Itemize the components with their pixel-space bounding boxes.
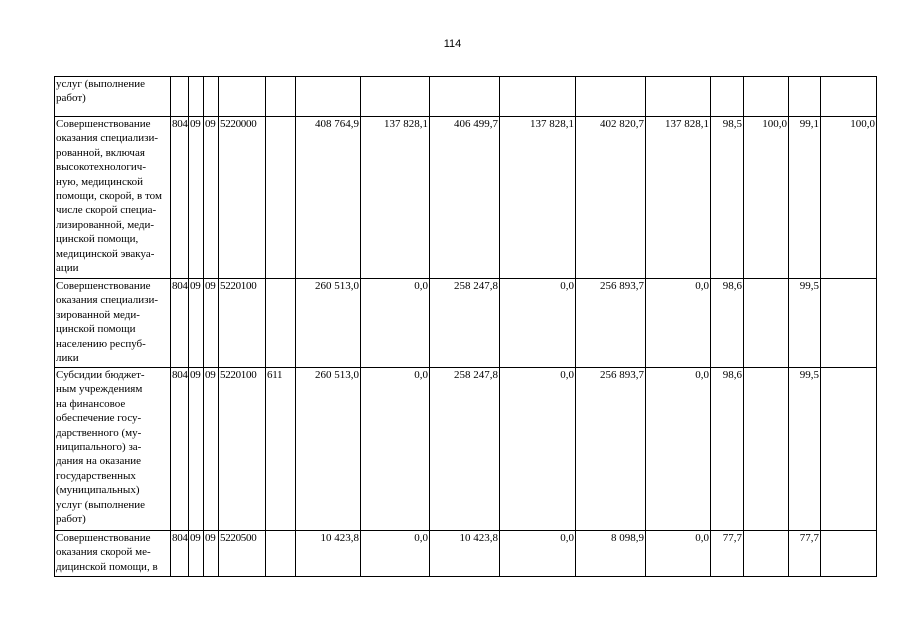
percent-cell: 98,6 xyxy=(711,368,744,531)
item-name-line: дания на оказание xyxy=(56,455,142,468)
subsection-code-cell: 09 xyxy=(204,279,219,368)
item-name-line: оказания специализи- xyxy=(56,294,159,307)
value-cell: 137 828,1 xyxy=(361,117,430,279)
percent-cell: 99,1 xyxy=(789,117,821,279)
value-cell xyxy=(500,77,576,117)
section-code-cell: 09 xyxy=(189,117,204,279)
item-name-cell xyxy=(55,77,171,117)
percent-cell xyxy=(821,368,877,531)
item-name-line: (муниципальных) xyxy=(56,484,140,497)
value-cell xyxy=(576,77,646,117)
item-name-line: услуг (выполнение xyxy=(56,78,146,90)
value-cell: 137 828,1 xyxy=(500,117,576,279)
item-name-line: ниципального) за- xyxy=(56,441,142,454)
item-name-line: оказания скорой ме- xyxy=(56,546,151,559)
item-name-line: высокотехнологич- xyxy=(56,161,146,174)
vedomstvo-code-cell: 804 xyxy=(171,531,189,577)
value-cell: 137 828,1 xyxy=(646,117,711,279)
percent-cell xyxy=(744,77,789,117)
value-cell: 408 764,9 xyxy=(296,117,361,279)
value-cell: 0,0 xyxy=(361,531,430,577)
section-code-cell: 09 xyxy=(189,531,204,577)
value-cell: 0,0 xyxy=(500,531,576,577)
item-name-line: цинской помощи, xyxy=(56,233,139,246)
value-cell: 258 247,8 xyxy=(430,368,500,531)
table-row xyxy=(55,531,877,577)
item-name-line: работ) xyxy=(56,92,86,105)
percent-cell: 100,0 xyxy=(744,117,789,279)
value-cell: 256 893,7 xyxy=(576,368,646,531)
value-cell: 0,0 xyxy=(500,368,576,531)
percent-cell xyxy=(821,77,877,117)
percent-cell: 77,7 xyxy=(789,531,821,577)
target-article-code-cell xyxy=(219,77,266,117)
percent-cell: 98,6 xyxy=(711,279,744,368)
item-name-line: населению респуб- xyxy=(56,337,146,350)
value-cell xyxy=(296,77,361,117)
percent-cell: 100,0 xyxy=(821,117,877,279)
percent-cell xyxy=(744,279,789,368)
item-name-line: государственных xyxy=(56,469,136,482)
table-row xyxy=(55,279,877,368)
subsection-code-cell xyxy=(204,77,219,117)
value-cell: 0,0 xyxy=(500,279,576,368)
target-article-code-cell: 5220500 xyxy=(219,531,266,577)
item-name-line: медицинской эвакуа- xyxy=(56,247,155,260)
expense-type-code-cell xyxy=(266,279,296,368)
value-cell: 0,0 xyxy=(361,368,430,531)
value-cell xyxy=(646,77,711,117)
item-name-line: оказания специализи- xyxy=(56,132,159,145)
value-cell: 10 423,8 xyxy=(296,531,361,577)
item-name-line: дарственного (му- xyxy=(56,426,142,439)
value-cell: 0,0 xyxy=(361,279,430,368)
section-code-cell: 09 xyxy=(189,279,204,368)
value-cell: 402 820,7 xyxy=(576,117,646,279)
subsection-code-cell: 09 xyxy=(204,117,219,279)
percent-cell: 98,5 xyxy=(711,117,744,279)
item-name-line: Совершенствование xyxy=(56,118,151,130)
section-code-cell xyxy=(189,77,204,117)
item-name-line: ным учреждениям xyxy=(56,383,143,396)
item-name-line: лики xyxy=(56,352,79,365)
percent-cell xyxy=(789,77,821,117)
vedomstvo-code-cell: 804 xyxy=(171,117,189,279)
expense-type-code-cell xyxy=(266,117,296,279)
percent-cell: 99,5 xyxy=(789,279,821,368)
table-row xyxy=(55,117,877,279)
item-name-line: на финансовое xyxy=(56,397,126,410)
expense-type-code-cell: 611 xyxy=(266,368,296,531)
value-cell: 10 423,8 xyxy=(430,531,500,577)
item-name-line: числе скорой специа- xyxy=(56,204,157,217)
budget-table xyxy=(54,76,877,577)
value-cell: 0,0 xyxy=(646,368,711,531)
vedomstvo-code-cell xyxy=(171,77,189,117)
value-cell: 406 499,7 xyxy=(430,117,500,279)
value-cell: 256 893,7 xyxy=(576,279,646,368)
item-name-line: зированной меди- xyxy=(56,308,140,321)
item-name-line: цинской помощи xyxy=(56,323,136,336)
item-name-line: Совершенствование xyxy=(56,280,151,292)
expense-type-code-cell xyxy=(266,531,296,577)
item-name-cell xyxy=(55,368,171,531)
percent-cell xyxy=(821,279,877,368)
value-cell: 0,0 xyxy=(646,531,711,577)
section-code-cell: 09 xyxy=(189,368,204,531)
expense-type-code-cell xyxy=(266,77,296,117)
item-name-line: услуг (выполнение xyxy=(56,498,146,511)
item-name-line: лизированной, меди- xyxy=(56,218,155,231)
value-cell: 260 513,0 xyxy=(296,368,361,531)
item-name-line: рованной, включая xyxy=(56,146,145,159)
value-cell xyxy=(430,77,500,117)
item-name-line: помощи, скорой, в том xyxy=(56,190,162,203)
subsection-code-cell: 09 xyxy=(204,531,219,577)
target-article-code-cell: 5220000 xyxy=(219,117,266,279)
item-name-cell xyxy=(55,531,171,577)
value-cell: 258 247,8 xyxy=(430,279,500,368)
value-cell: 0,0 xyxy=(646,279,711,368)
table-row xyxy=(55,77,877,117)
item-name-line: обеспечение госу- xyxy=(56,412,142,425)
table-row xyxy=(55,368,877,531)
value-cell xyxy=(361,77,430,117)
percent-cell xyxy=(744,531,789,577)
percent-cell: 77,7 xyxy=(711,531,744,577)
item-name-cell xyxy=(55,279,171,368)
target-article-code-cell: 5220100 xyxy=(219,279,266,368)
value-cell: 260 513,0 xyxy=(296,279,361,368)
item-name-line: Субсидии бюджет- xyxy=(56,369,145,381)
percent-cell xyxy=(744,368,789,531)
vedomstvo-code-cell: 804 xyxy=(171,368,189,531)
percent-cell: 99,5 xyxy=(789,368,821,531)
page-number: 114 xyxy=(443,38,462,50)
item-name-line: дицинской помощи, в xyxy=(56,560,158,573)
percent-cell xyxy=(711,77,744,117)
target-article-code-cell: 5220100 xyxy=(219,368,266,531)
vedomstvo-code-cell: 804 xyxy=(171,279,189,368)
subsection-code-cell: 09 xyxy=(204,368,219,531)
value-cell: 8 098,9 xyxy=(576,531,646,577)
percent-cell xyxy=(821,531,877,577)
item-name-line: ации xyxy=(56,262,79,275)
item-name-line: Совершенствование xyxy=(56,532,151,544)
item-name-line: ную, медицинской xyxy=(56,175,144,188)
item-name-line: работ) xyxy=(56,513,86,526)
item-name-cell xyxy=(55,117,171,279)
